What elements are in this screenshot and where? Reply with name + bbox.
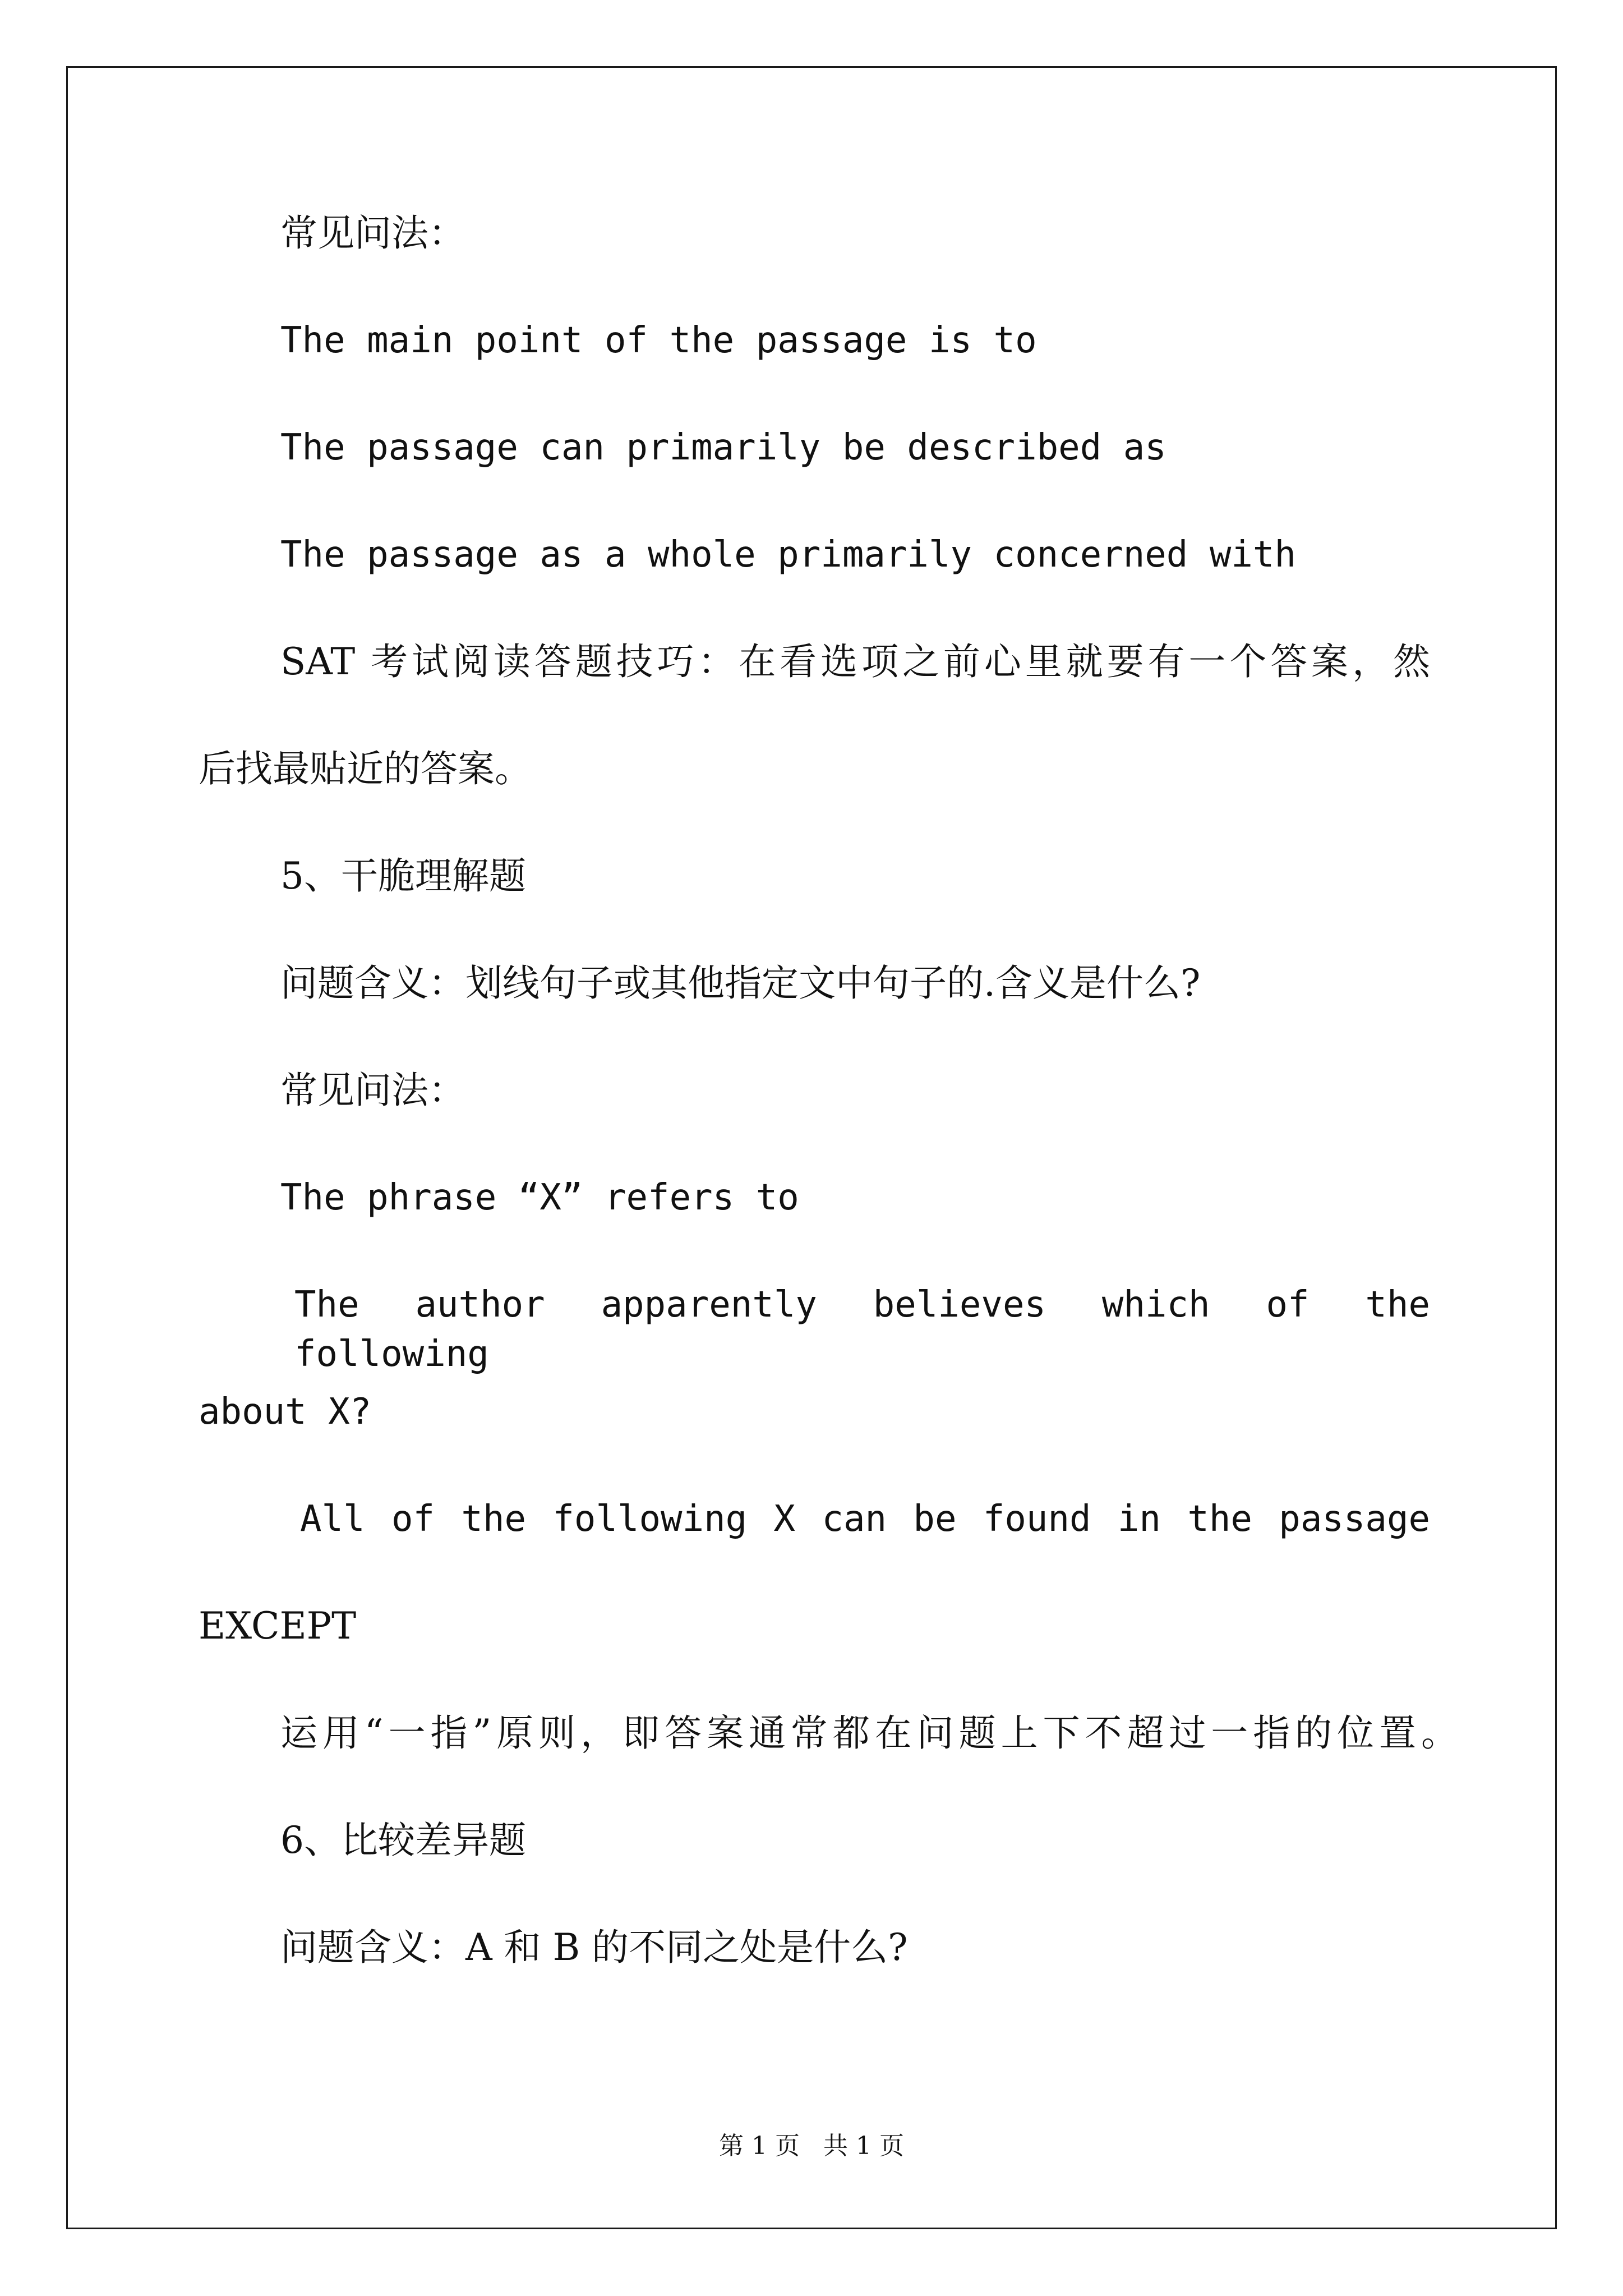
text-line-14: EXCEPT (199, 1604, 357, 1648)
text-line-8: 问题含义：划线句子或其他指定文中句子的.含义是什么? (280, 961, 1201, 1005)
text-line-1: 常见问法： (280, 211, 465, 255)
section-heading-6: 6、比较差异题 (280, 1819, 526, 1862)
text-line-10: The phrase “X” refers to (280, 1177, 799, 1218)
text-line-3: The passage can primarily be described as (280, 427, 1166, 468)
text-line-4: The passage as a whole primarily concerned with (280, 534, 1296, 576)
page-border (66, 66, 1557, 2229)
text-line-15: 运用“一指”原则，即答案通常都在问题上下不超过一指的位置。 (280, 1711, 1458, 1755)
text-line-5: SAT 考试阅读答题技巧：在看选项之前心里就要有一个答案，然 (280, 640, 1430, 683)
page-footer: 第 1 页 共 1 页 (719, 2132, 904, 2160)
text-line-11: The author apparently believes which of the following (294, 1284, 1430, 1375)
text-line-2: The main point of the passage is to (280, 320, 1037, 361)
text-line-6: 后找最贴近的答案。 (199, 747, 532, 790)
text-line-9: 常见问法： (280, 1069, 465, 1112)
text-line-17: 问题含义：A 和 B 的不同之处是什么? (280, 1926, 908, 1969)
text-line-13: All of the following X can be found in the passage (300, 1498, 1430, 1540)
section-heading-5: 5、干脆理解题 (280, 854, 526, 898)
text-line-12: about X? (199, 1391, 372, 1433)
